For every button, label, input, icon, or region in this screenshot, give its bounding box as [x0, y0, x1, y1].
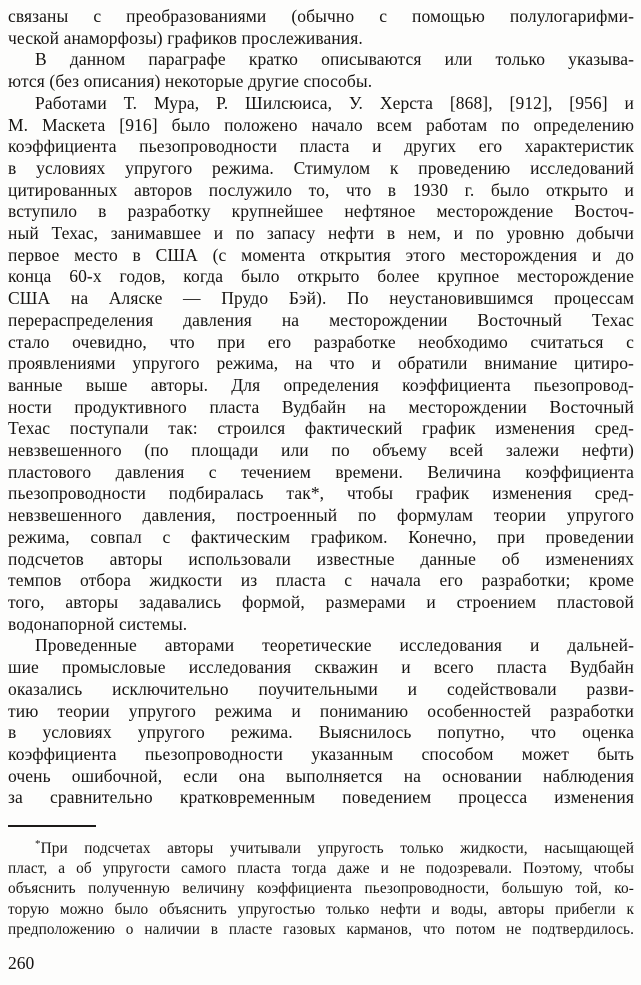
footnote-line: предположению о наличии в пласте газовых карманов, что потом не подтвердилось. — [8, 920, 634, 938]
footnote-line: пласт, а об упругости самого пласта тогда даже и не подозревали. Поэтому, чтобы — [8, 860, 634, 878]
body-line: ванные выше авторы. Для определения коэффициента пьезопровод- — [8, 374, 634, 395]
body-line: в условиях упругого режима. Стимулом к проведению исследований — [8, 157, 634, 178]
body-line: Работами Т. Мура, Р. Шилсюиса, У. Херста [868], [912], [956] и — [35, 92, 634, 113]
body-line: невзвешенного давления, построенный по формулам теории упругого — [8, 505, 634, 526]
footnote-marker: * — [35, 837, 41, 850]
body-line: пластового давления с течением времени. Величина коэффициента — [8, 461, 634, 482]
body-line: того, авторы задавались формой, размерами и строением пластовой — [8, 591, 634, 612]
body-line: шие промысловые исследования скважин и всего пласта Вудбайн — [8, 657, 634, 678]
body-line: М. Маскета [916] было положено начало всем работам по определению — [8, 114, 634, 135]
body-line: оказались исключительно поучительными и содействовали разви- — [8, 678, 634, 699]
body-line: водонапорной системы. — [8, 613, 188, 634]
body-line: ный Техас, занимавшее и по запасу нефти в нем, и по уровню добычи — [8, 223, 634, 244]
body-line: пьезопроводности подбиралась так*, чтобы график изменения сред- — [8, 483, 634, 504]
body-text — [8, 6, 634, 809]
page-number: 260 — [8, 953, 35, 974]
body-line: Проведенные авторами теоретические исследования и дальней- — [35, 635, 634, 656]
body-line: в условиях упругого режима. Выяснилось попутно, что оценка — [8, 722, 634, 743]
footnote-line-text: При подсчетах авторы учитывали упругость только жидкости, насыщающей — [40, 840, 634, 858]
body-line: очень ошибочной, если она выполняется на основании наблюдения — [8, 765, 634, 786]
body-line: ческой анаморфозы) графиков прослеживания. — [8, 27, 363, 48]
body-line: невзвешенного (по площади или по объему всей залежи нефти) — [8, 440, 634, 461]
body-line: тию теории упругого режима и пониманию особенностей разработки — [8, 700, 634, 721]
body-line: конца 60-х годов, когда было открыто более крупное месторождение — [8, 266, 634, 287]
footnote-line: торую можно было объяснить упругостью только нефти и воды, авторы прибегли к — [8, 900, 634, 918]
body-line: темпов отбора жидкости из пласта с начала его разработки; кроме — [8, 570, 634, 591]
body-line: цитированных авторов послужило то, что в 1930 г. было открыто и — [8, 179, 634, 200]
body-line: ности продуктивного пласта Вудбайн на месторождении Восточный — [8, 396, 634, 417]
body-line: Техас поступали так: строился фактический график изменения сред- — [8, 418, 634, 439]
body-line: за сравнительно кратковременным поведением процесса изменения — [8, 787, 634, 808]
body-line: коэффициента пьезопроводности пласта и других его характеристик — [8, 136, 634, 157]
body-line: стало очевидно, что при его разработке необходимо считаться с — [8, 331, 634, 352]
body-line: проявлениями упругого режима, на что и обратили внимание цитиро- — [8, 353, 634, 374]
footnote-line: объяснить полученную величину коэффициента пьезопроводности, большую той, ко- — [8, 880, 634, 898]
body-line: коэффициента пьезопроводности указанным способом может быть — [8, 743, 634, 764]
body-line: США на Аляске — Прудо Бэй). По неустановившимся процессам — [8, 288, 634, 309]
footnote-line — [8, 839, 634, 859]
body-line: подсчетов авторы использовали известные данные об изменениях — [8, 548, 634, 569]
body-line: ются (без описания) некоторые другие способы. — [8, 71, 373, 92]
body-line: перераспределения давления на месторождении Восточный Техас — [8, 309, 634, 330]
body-line: В данном параграфе кратко описываются или только указыва- — [35, 49, 634, 70]
body-line: вступило в разработку крупнейшее нефтяное месторождение Восточ- — [8, 201, 634, 222]
footnote — [8, 839, 634, 940]
body-line: режима, совпал с фактическим графиком. Конечно, при проведении — [8, 526, 634, 547]
body-line: связаны с преобразованиями (обычно с помощью полулогарифми- — [8, 6, 634, 26]
body-line: первое место в США (с момента открытия этого месторождения и до — [8, 244, 634, 265]
footnote-divider — [8, 825, 96, 827]
